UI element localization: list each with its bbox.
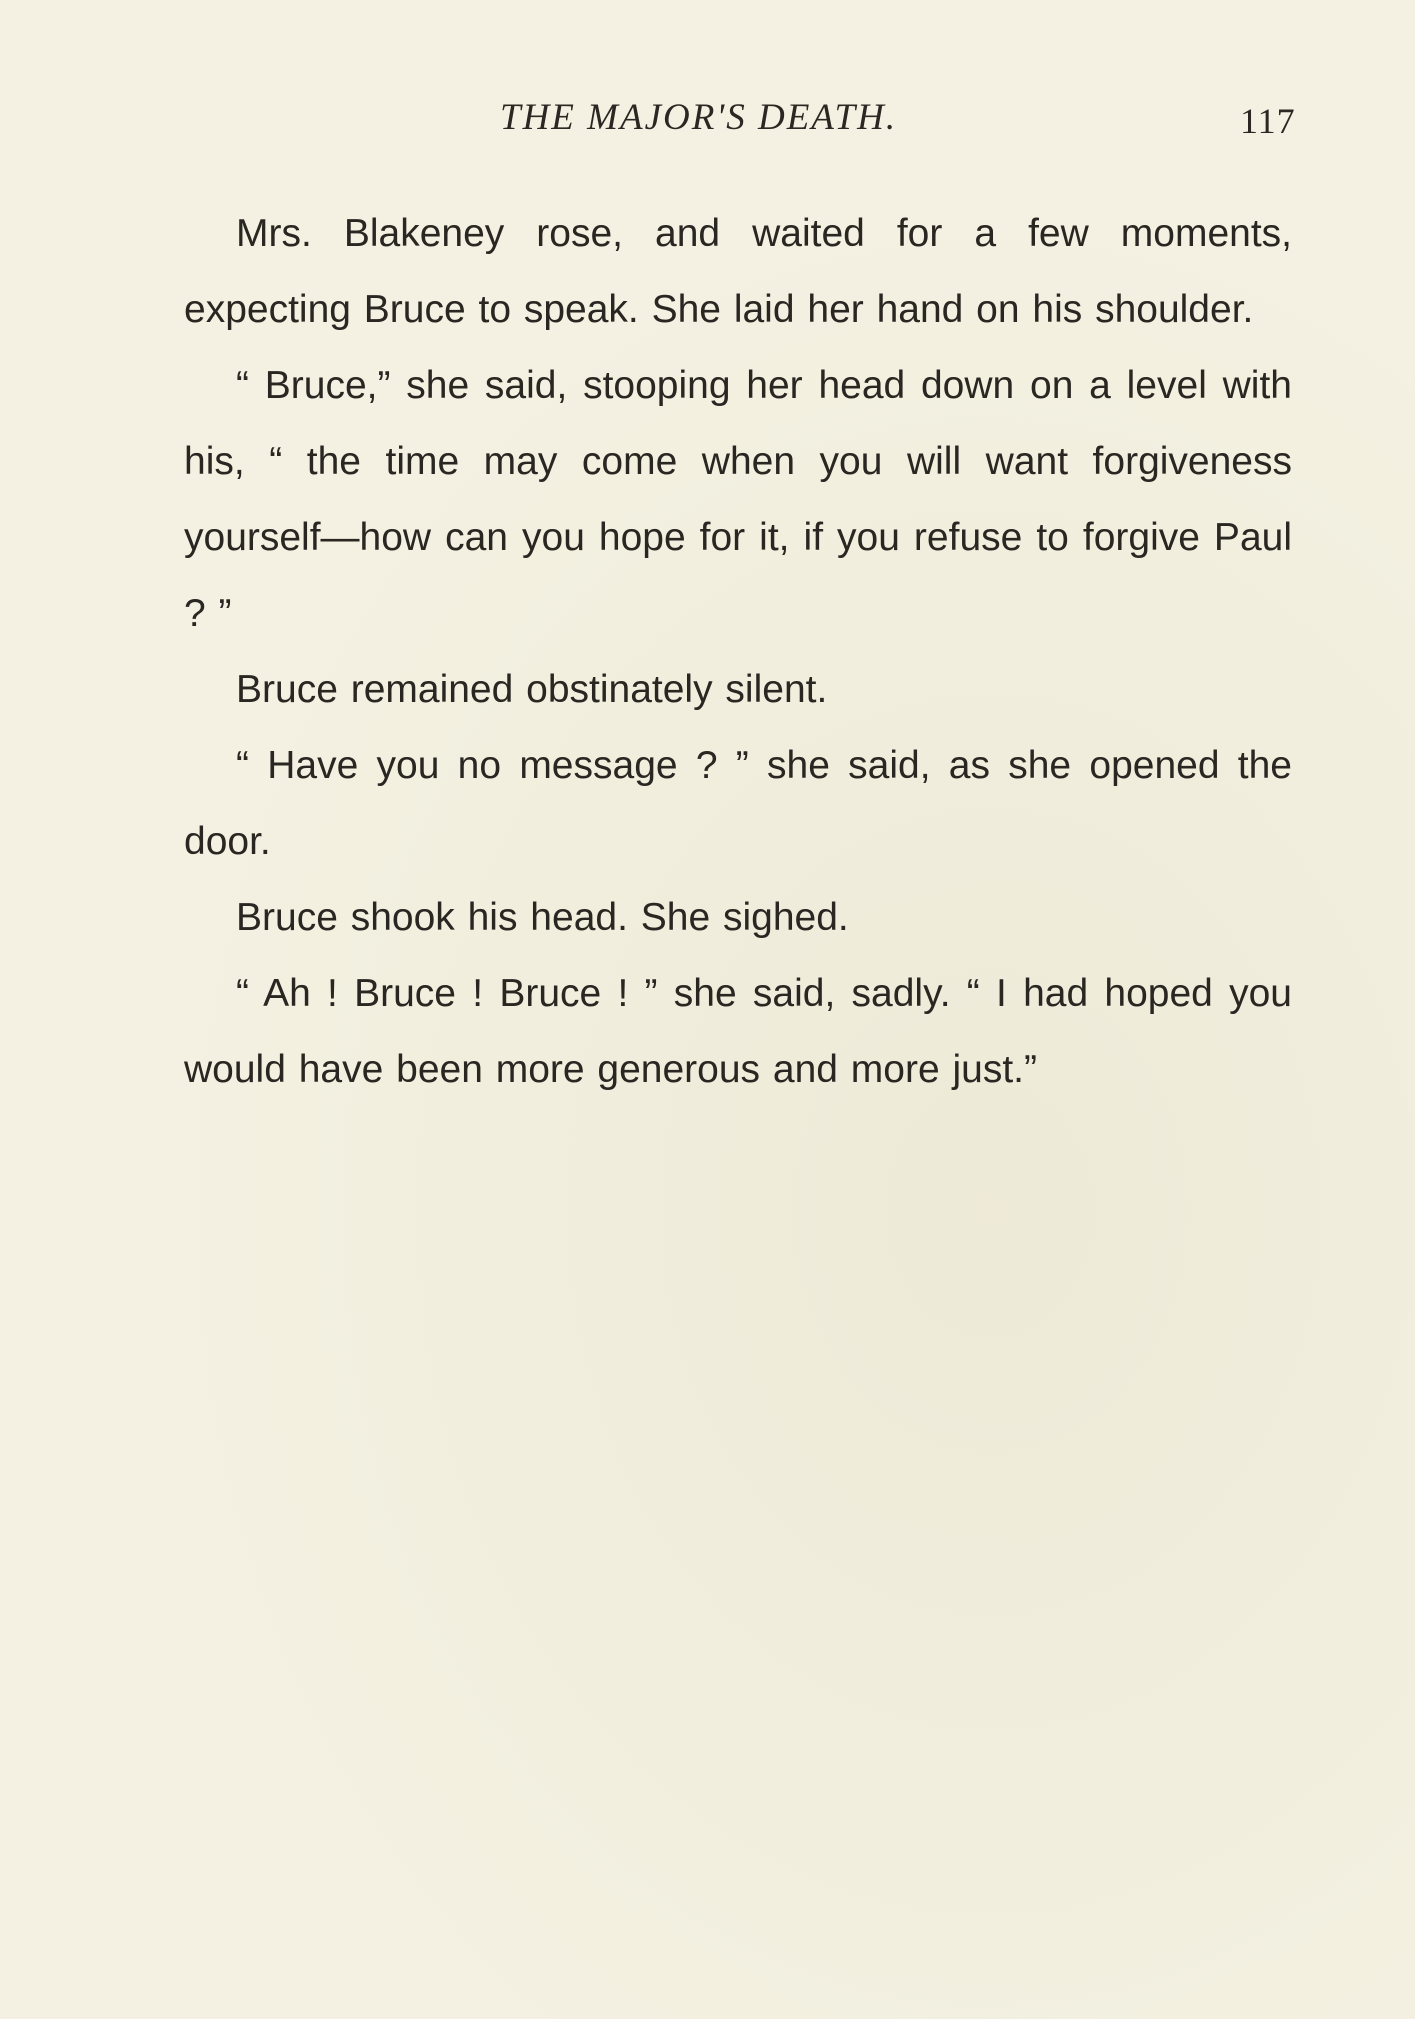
paragraph: “ Bruce,” she said, stooping her head down on a level with his, “ the time may come when you will want forgiveness yourself—how can you hope for it, if you refuse to forgive Paul ? ” [184, 364, 1292, 635]
paragraph: Bruce remained obstinately silent. [236, 668, 828, 711]
running-head [0, 96, 1415, 146]
body-text [184, 196, 1292, 1108]
paragraph: Bruce shook his head. She sighed. [236, 896, 849, 939]
paragraph: “ Have you no message ? ” she said, as she opened the door. [184, 744, 1292, 863]
running-title: THE MAJOR'S DEATH. [500, 97, 898, 138]
page-number: 117 [1240, 101, 1296, 141]
paragraph: Mrs. Blakeney rose, and waited for a few moments, expecting Bruce to speak. She laid her hand on his shoulder. [184, 212, 1292, 331]
paragraph: “ Ah ! Bruce ! Bruce ! ” she said, sadly. “ I had hoped you would have been more generous and more just.” [184, 972, 1292, 1091]
